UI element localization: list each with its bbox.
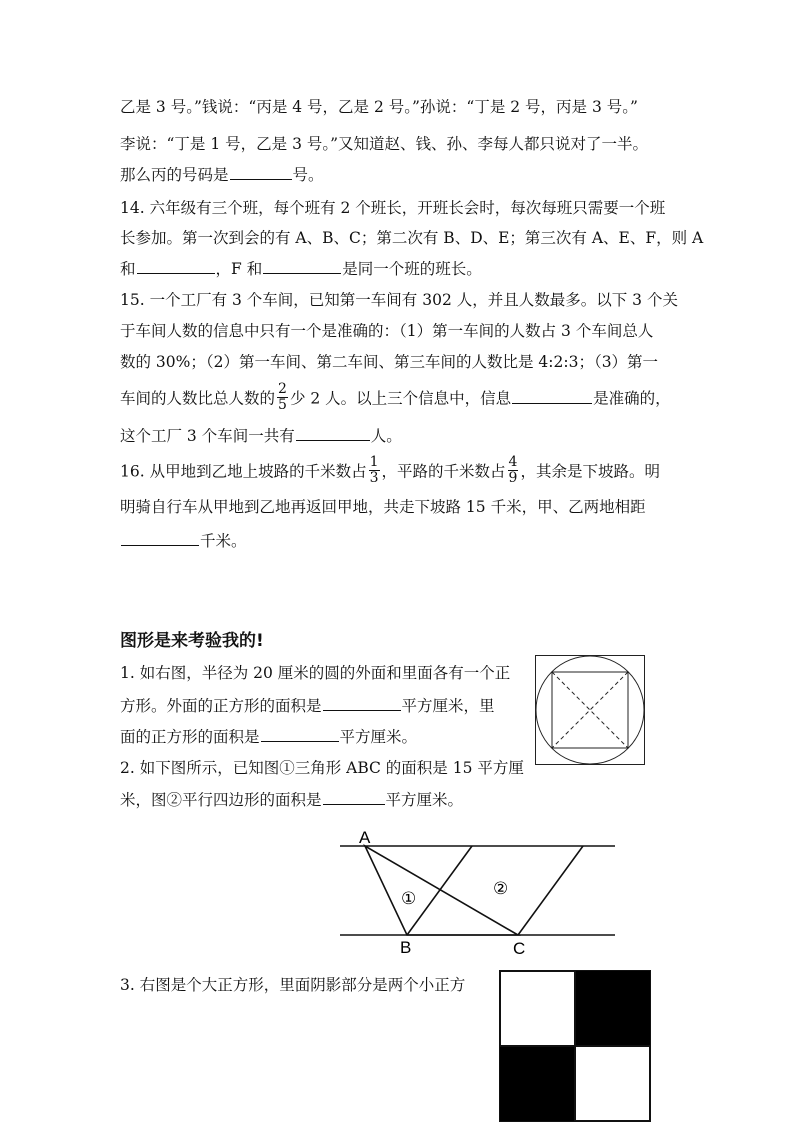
g3-line1: 3. 右图是个大正方形，里面阴影部分是两个小正方	[120, 976, 466, 994]
q16-text-d: 千米。	[200, 532, 247, 550]
q13-text-a: 那么丙的号码是	[120, 166, 229, 184]
section-title: 图形是来考验我的!	[120, 631, 264, 651]
g2-text-a: 米，图②平行四边形的面积是	[120, 791, 322, 809]
q15-text-c: 是准确的，	[593, 389, 671, 408]
checker-square-figure	[499, 970, 651, 1122]
q16-line2: 明骑自行车从甲地到乙地再返回甲地，共走下坡路 15 千米，甲、乙两地相距	[120, 498, 646, 516]
q16-answer-blank[interactable]	[121, 530, 199, 546]
q14-text-c: 是同一个班的班长。	[342, 260, 482, 278]
g1-line2	[120, 695, 495, 716]
parallelogram-right-side	[518, 846, 583, 935]
g2-line2	[120, 789, 463, 810]
q14-text-a: 和	[120, 260, 136, 278]
q15-line2: 于车间人数的信息中只有一个是准确的：（1）第一车间的人数占 3 个车间总人	[120, 322, 654, 340]
parallelogram-left-side	[407, 846, 472, 935]
q13-line2: 李说：“丁是 1 号，乙是 3 号。”又知道赵、钱、孙、李每人都只说对了一半。	[120, 135, 649, 153]
label-c: C	[513, 939, 526, 958]
q15-text-e: 人。	[370, 427, 402, 445]
g1-answer-blank-2[interactable]	[261, 726, 339, 742]
q16-line1	[120, 454, 660, 488]
q15-fraction: $\frac{2}{5}$	[278, 381, 287, 413]
q14-answer-blank-2[interactable]	[263, 258, 341, 274]
q16-text-b: ，平路的千米数占	[381, 462, 506, 481]
q13-line3	[120, 164, 324, 185]
g1-text-c: 面的正方形的面积是	[120, 728, 260, 746]
q15-line3: 数的 30%；（2）第一车间、第二车间、第三车间的人数比是 4:2:3；（3）第一	[120, 353, 659, 371]
q15-line5	[120, 425, 402, 446]
g1-text-a: 方形。外面的正方形的面积是	[120, 697, 322, 715]
g1-line1: 1. 如右图，半径为 20 厘米的圆的外面和里面各有一个正	[120, 664, 511, 682]
g1-text-b: 平方厘米，里	[401, 697, 495, 715]
g1-answer-blank-1[interactable]	[323, 695, 401, 711]
triangle-parallelogram-figure	[335, 822, 620, 960]
q15-text-d: 这个工厂 3 个车间一共有	[120, 427, 295, 445]
g2-answer-blank[interactable]	[323, 789, 385, 805]
q15-line4	[120, 381, 671, 415]
label-a: A	[359, 828, 371, 847]
shaded-square-top-right	[575, 971, 650, 1046]
q15-answer-blank-2[interactable]	[296, 425, 370, 441]
q13-line1: 乙是 3 号。”钱说：“丙是 4 号，乙是 2 号。”孙说：“丁是 2 号，丙是 3 号。”	[120, 98, 638, 116]
g2-text-b: 平方厘米。	[385, 791, 464, 809]
q15-answer-blank-1[interactable]	[512, 388, 592, 404]
label-b: B	[400, 938, 412, 957]
shaded-square-bottom-left	[500, 1046, 575, 1121]
q13-text-b: 号。	[292, 166, 324, 184]
g1-text-d: 平方厘米。	[339, 728, 418, 746]
q14-text-b: ，F 和	[215, 260, 263, 278]
q16-fraction-1: $\frac{1}{3}$	[369, 454, 379, 486]
q14-line2: 长参加。第一次到会的有 A、B、C；第二次有 B、D、E；第三次有 A、E、F，则 A	[120, 229, 704, 247]
q16-text-c: ，其余是下坡路。明	[520, 462, 660, 481]
q13-answer-blank[interactable]	[230, 164, 292, 180]
q15-text-b: 少 2 人。以上三个信息中，信息	[289, 389, 512, 408]
q14-line1: 14. 六年级有三个班，每个班有 2 个班长，开班长会时，每次每班只需要一个班	[120, 199, 666, 217]
label-region-1: ①	[401, 889, 417, 909]
q16-line3	[120, 530, 247, 551]
circle-square-figure	[535, 655, 645, 765]
label-region-2: ②	[493, 879, 509, 899]
q16-fraction-2: $\frac{4}{9}$	[508, 454, 518, 486]
g1-line3	[120, 726, 417, 747]
g2-line1: 2. 如下图所示，已知图①三角形 ABC 的面积是 15 平方厘	[120, 759, 524, 777]
q16-text-a: 16. 从甲地到乙地上坡路的千米数占	[120, 462, 367, 481]
q14-line3	[120, 258, 482, 279]
q14-answer-blank-1[interactable]	[137, 258, 215, 274]
q15-line1: 15. 一个工厂有 3 个车间，已知第一车间有 302 人，并且人数最多。以下 3 个关	[120, 291, 678, 309]
q15-text-a: 车间的人数比总人数的	[120, 389, 276, 408]
